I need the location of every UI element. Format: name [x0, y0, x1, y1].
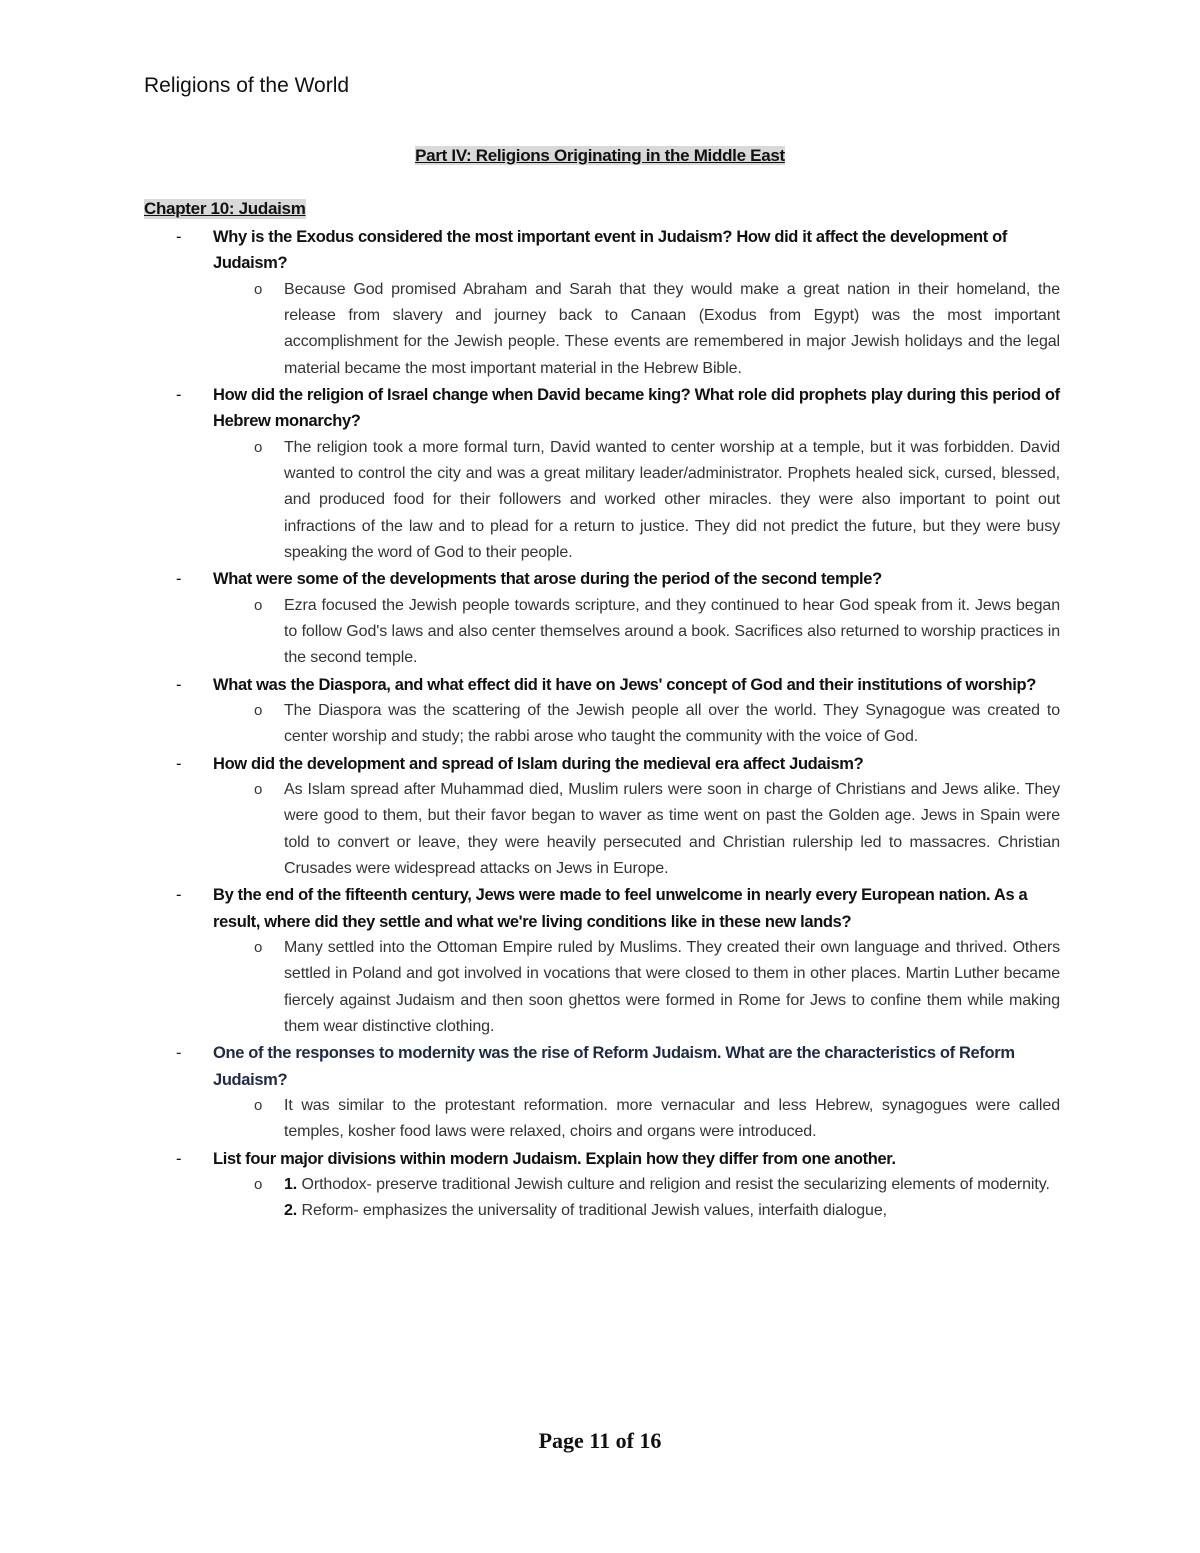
- bullet-marker: o: [254, 1176, 263, 1193]
- answer: [144, 1172, 1060, 1225]
- division-number: 2.: [284, 1202, 298, 1220]
- question-text: How did the development and spread of Islam during the medieval era affect Judaism?: [213, 754, 864, 773]
- dash-marker: -: [176, 1149, 182, 1168]
- question: [144, 1146, 1060, 1172]
- answer-text: Many settled into the Ottoman Empire ruled by Muslims. They created their own language and thrived. Others settled in Poland and got involved in vocations that were closed to them in other places. Martin Luther became fiercely against Judaism and then soon ghettos were formed in Rome for Jews to confine them while making them wear distinctive clothing.: [284, 939, 1060, 1035]
- answer-text: As Islam spread after Muhammad died, Muslim rulers were soon in charge of Christians and Jews alike. They were good to them, but their favor began to waver as time went on past the Golden age. Jews in Spain were told to convert or leave, they were heavily persecuted and Christian rulership led to massacres. Christian Crusades were widespread attacks on Jews in Europe.: [284, 781, 1060, 877]
- dash-marker: -: [176, 1044, 182, 1063]
- division-number: 1.: [284, 1176, 298, 1193]
- dash-marker: -: [176, 228, 182, 246]
- bullet-marker: o: [254, 939, 263, 956]
- division-item: [284, 1198, 1060, 1224]
- chapter-title: Chapter 10: Judaism: [144, 199, 306, 218]
- answer-text: It was similar to the protestant reformation. more vernacular and less Hebrew, synagogues were called temples, kosher food laws were relaxed, choirs and organs were introduced.: [284, 1097, 1060, 1141]
- question: [144, 224, 1060, 277]
- question: [144, 1040, 1060, 1093]
- qa-list: [144, 224, 1060, 1225]
- answer: [144, 1093, 1060, 1146]
- question-text: List four major divisions within modern Judaism. Explain how they differ from one another.: [213, 1149, 896, 1168]
- dash-marker: -: [176, 675, 182, 694]
- page-number: Page 11 of 16: [538, 1428, 662, 1453]
- answer: [144, 593, 1060, 672]
- bullet-marker: o: [254, 438, 263, 456]
- division-item: [284, 1172, 1060, 1198]
- answer: [144, 435, 1060, 566]
- question: [144, 566, 1060, 592]
- dash-marker: -: [176, 754, 182, 773]
- dash-marker: -: [176, 886, 182, 905]
- answer: [144, 698, 1060, 751]
- question-text: Why is the Exodus considered the most important event in Judaism? How did it affect the development of Judaism?: [213, 228, 1007, 273]
- answer: [144, 777, 1060, 882]
- answer-text: The religion took a more formal turn, David wanted to center worship at a temple, but it was forbidden. David wanted to control the city and was a great military leader/administrator. Prophets healed sick, cursed, blessed, and produced food for their followers and worked other miracles. they were also important to point out infractions of the law and to plead for a return to justice. They did not predict the future, but they were busy speaking the word of God to their people.: [284, 438, 1060, 561]
- answer-text: The Diaspora was the scattering of the Jewish people all over the world. They Synagogue was created to center worship and study; the rabbi arose who taught the community with the voice of God.: [284, 702, 1060, 746]
- question: [144, 672, 1060, 698]
- question: [144, 882, 1060, 935]
- part-heading: [0, 146, 1200, 166]
- answer-text: Ezra focused the Jewish people towards scripture, and they continued to hear God speak from it. Jews began to follow God's laws and also center themselves around a book. Sacrifices also returned to worship practices in the second temple.: [284, 596, 1060, 667]
- dash-marker: -: [176, 570, 182, 589]
- bullet-marker: o: [254, 1097, 263, 1114]
- answer-text: Because God promised Abraham and Sarah that they would make a great nation in their homeland, the release from slavery and journey back to Canaan (Exodus from Egypt) was the most important accomplishment for the Jewish people. These events are remembered in major Jewish holidays and the legal material became the most important material in the Hebrew Bible.: [284, 280, 1060, 377]
- question-text: What were some of the developments that arose during the period of the second temple?: [213, 570, 882, 589]
- question: [144, 382, 1060, 435]
- question-text: What was the Diaspora, and what effect did it have on Jews' concept of God and their institutions of worship?: [213, 675, 1036, 694]
- question: [144, 751, 1060, 777]
- question-text: One of the responses to modernity was the rise of Reform Judaism. What are the characteristics of Reform Judaism?: [213, 1044, 1015, 1089]
- bullet-marker: o: [254, 781, 263, 798]
- question-text: By the end of the fifteenth century, Jews were made to feel unwelcome in nearly every European nation. As a result, where did they settle and what we're living conditions like in these new lands?: [213, 886, 1028, 931]
- answer: [144, 935, 1060, 1040]
- answer: [144, 277, 1060, 382]
- bullet-marker: o: [254, 280, 263, 298]
- bullet-marker: o: [254, 702, 263, 719]
- dash-marker: -: [176, 386, 182, 404]
- division-text: Reform- emphasizes the universality of traditional Jewish values, interfaith dialogue,: [297, 1202, 887, 1220]
- part-title: Part IV: Religions Originating in the Middle East: [415, 146, 785, 165]
- question-text: How did the religion of Israel change when David became king? What role did prophets play during this period of Hebrew monarchy?: [213, 386, 1060, 431]
- division-text: Orthodox- preserve traditional Jewish culture and religion and resist the secularizing elements of modernity.: [297, 1176, 1050, 1193]
- bullet-marker: o: [254, 596, 263, 614]
- document-header: Religions of the World: [144, 74, 350, 97]
